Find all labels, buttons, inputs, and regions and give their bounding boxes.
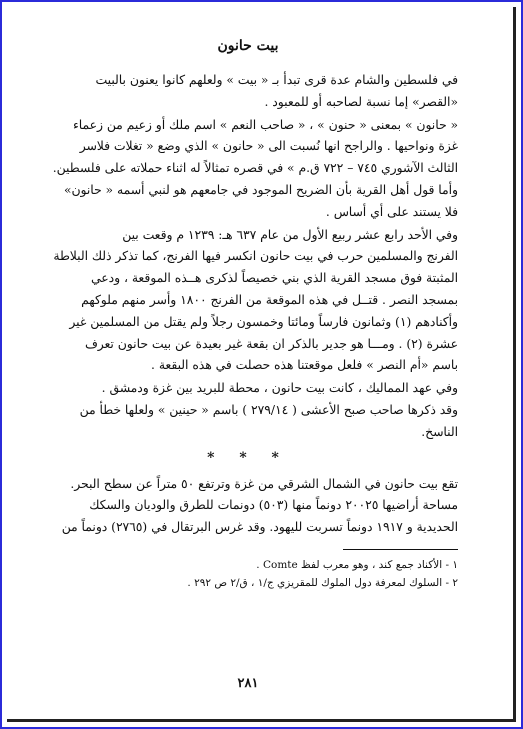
paragraph [38, 70, 458, 114]
text-line: الثالث الآشوري ٧٤٥ – ٧٢٢ ق.م » في قصره تمثالاً له اثناء حملاته على فلسطين. [52, 161, 458, 176]
text-line: الناسخ. [421, 424, 458, 439]
paragraph [38, 474, 458, 539]
text-line: باسم «أم النصر » فلعل موقعتنا هذه حصلت في هذه البقعة . [151, 358, 458, 373]
text-line: فلا يستند على أي أساس . [325, 204, 458, 219]
text-line: بمسجد النصر . قتــل في هذه الموقعة من الفرنج ١٨٠٠ وأسر منهم ملوكهم [81, 292, 458, 307]
section-separator: * * * [207, 449, 289, 466]
text-line: وأما قول أهل القرية بأن الضريح الموجود في جامعهم هو لنبي أسمه « حانون» [63, 182, 458, 197]
paragraph [38, 378, 458, 443]
text-line: « حانون » بمعنى « حنون » ، « صاحب النعم » اسم ملك أو زعيم من زعماء [73, 117, 458, 132]
footnote-1: ١ - الأكناد جمع كند ، وهو معرب لفظ Comte . [256, 558, 458, 571]
text-line: تقع بيت حانون في الشمال الشرقي من غزة وترتفع ٥٠ متراً عن سطح البحر. [70, 476, 458, 491]
footnote-rule [343, 549, 458, 550]
text-line: غزة ونواحيها . والراجح انها نُسبت الى « حانون » الذي وضع « تغلات فلاسر [79, 139, 458, 154]
page-title: بيت حانون [217, 38, 279, 54]
text-line: مساحة أراضيها ٢٠٠٢٥ دونماً منها (٥٠٣) دونمات للطرق والوديان والسكك [89, 498, 458, 513]
paragraph [38, 115, 458, 224]
text-line: المثبتة فوق مسجد القرية الذي بني خصيصاً لذكرى هــذه الموقعة ، ودعي [91, 271, 458, 286]
body-text-continued [38, 474, 458, 539]
paragraph [38, 225, 458, 378]
body-text [38, 70, 458, 444]
text-line: في فلسطين والشام عدة قرى تبدأ بـ « بيت » ولعلهم كانوا يعنون بالبيت [95, 73, 458, 87]
text-line: وأكنادهم (١) وثمانون فارساً ومائتا وخمسون رجلاً ولم يقتل من المسلمين غير [69, 314, 458, 329]
document-page [38, 38, 458, 691]
page-number: ٢٨١ [237, 676, 259, 691]
text-line: وقد ذكرها صاحب صبح الأعشى ( ٢٧٩/١٤ ) باسم « حينين » ولعلها خطأ من [79, 402, 458, 417]
footnote-2: ٢ - السلوك لمعرفة دول الملوك للمقريزي ج/١ ، ق/٢ ص ٢٩٢ . [187, 576, 458, 589]
text-line: عشرة (٢) . ومـــا هو جدير بالذكر ان بقعة غير بعيدة عن بيت حانون تعرف [84, 336, 458, 351]
text-line: الفرنج والمسلمين حرب في بيت حانون انكسر فيها الفرنج، كما تذكر ذلك البلاطة [53, 249, 458, 264]
text-line: وفي الأحد رابع عشر ربيع الأول من عام ٦٣٧ هـ: ١٢٣٩ م وقعت بين [122, 227, 458, 242]
text-line: «القصر» إما نسبة لصاحبه أو للمعبود . [264, 94, 458, 109]
text-line: وفي عهد المماليك ، كانت بيت حانون ، محطة للبريد بين غزة ودمشق . [101, 381, 458, 396]
text-line: الحديدية و ١٩١٧ دونماً تسربت لليهود. وقد غرس البرتقال في (٢٧٦٥) دونماً من [61, 520, 458, 535]
